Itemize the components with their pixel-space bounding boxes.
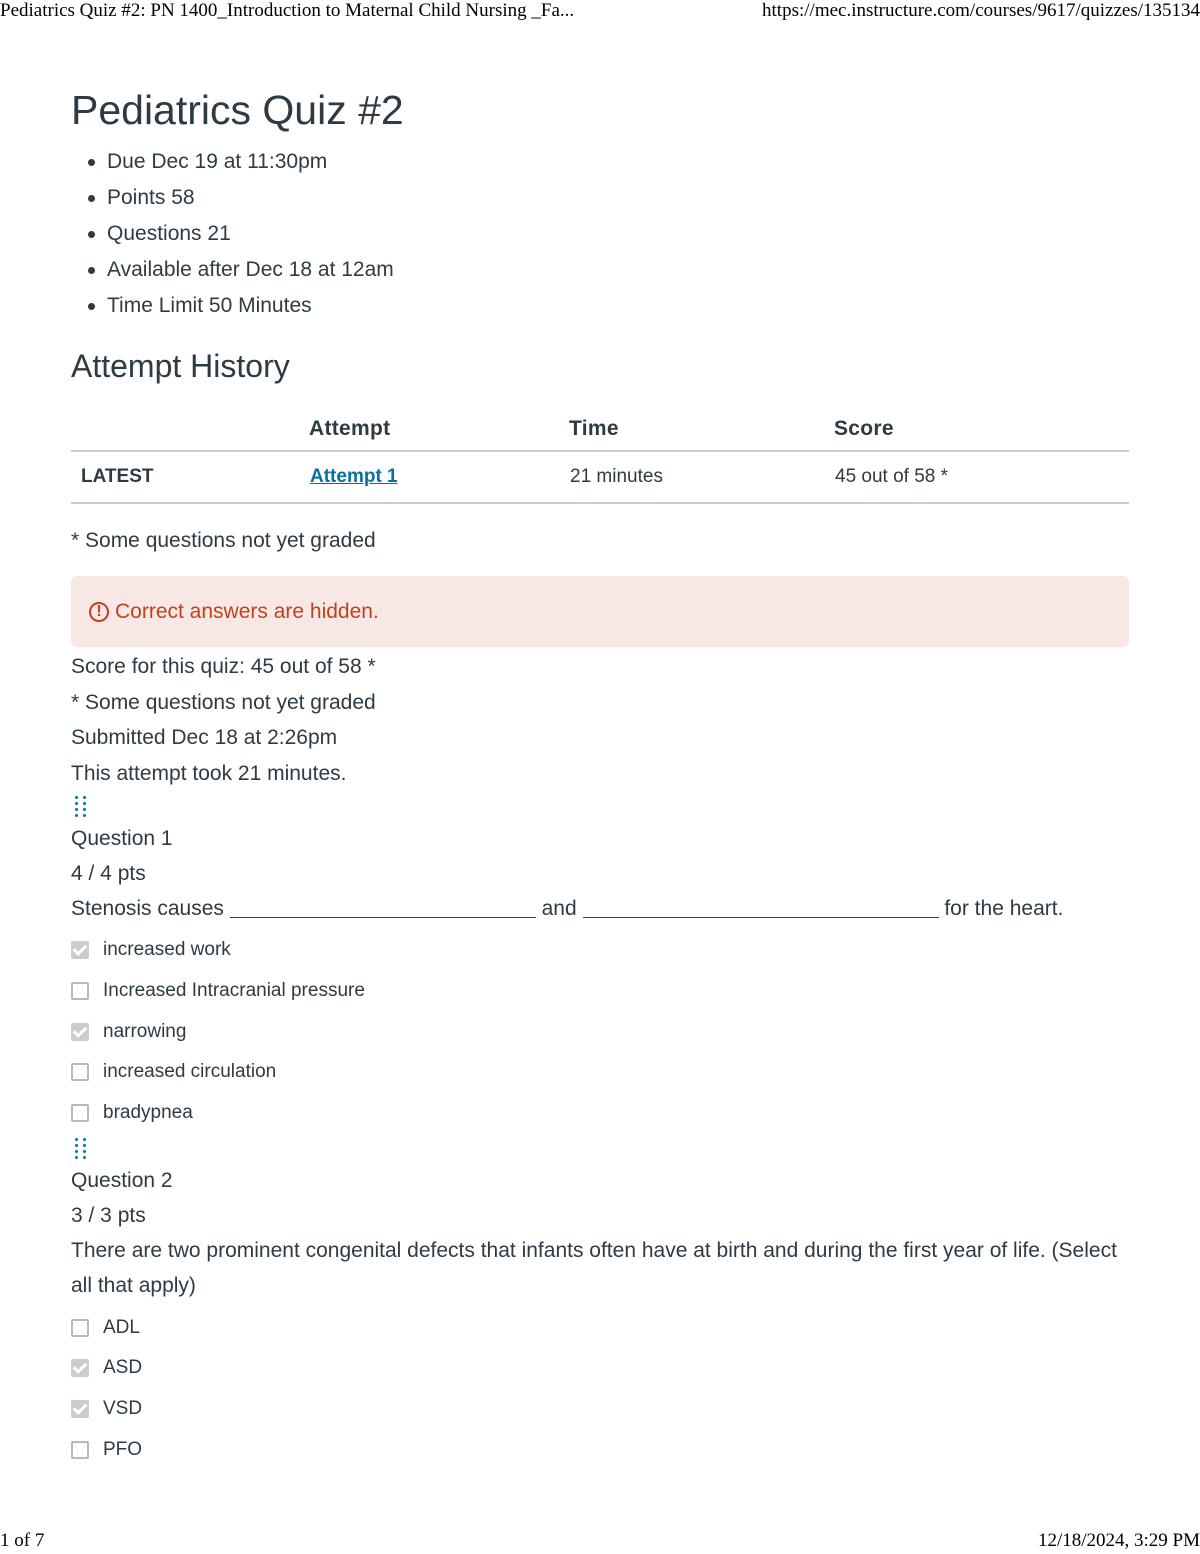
column-header-label (71, 408, 309, 451)
answer-option (71, 1389, 1129, 1430)
quiz-score: Score for this quiz: 45 out of 58 * (71, 655, 376, 678)
meta-points: Points 58 (107, 180, 1129, 216)
question-text-part: and (541, 897, 577, 920)
answer-list (71, 1307, 1129, 1470)
submitted-time: Submitted Dec 18 at 2:26pm (71, 726, 338, 749)
question-name: Question 2 (71, 1169, 173, 1193)
answer-option (71, 930, 1129, 971)
page-title: Pediatrics Quiz #2 (71, 87, 404, 133)
question-points: 3 / 3 pts (71, 1204, 146, 1228)
answer-label: narrowing (103, 1020, 187, 1042)
answer-label: increased circulation (103, 1061, 277, 1083)
meta-questions: Questions 21 (107, 216, 1129, 252)
answer-label: Increased Intracranial pressure (103, 980, 365, 1002)
answer-option (71, 1307, 1129, 1348)
latest-label: LATEST (71, 451, 309, 503)
answer-label: bradypnea (103, 1102, 193, 1124)
fill-in-blank (230, 895, 536, 918)
table-header-row (71, 408, 1129, 451)
quiz-meta-list (71, 144, 1129, 324)
grading-note: * Some questions not yet graded (71, 529, 376, 552)
meta-due: Due Dec 19 at 11:30pm (107, 144, 1129, 180)
attempt-history-heading: Attempt History (71, 348, 290, 384)
attempt-link[interactable]: Attempt 1 (310, 466, 398, 487)
checkbox-checked (71, 1023, 89, 1041)
summary-grading-note: * Some questions not yet graded (71, 690, 376, 714)
drag-handle-icon[interactable] (71, 791, 95, 821)
checkbox-unchecked (71, 1063, 89, 1081)
attempt-history-table (71, 408, 1129, 504)
answer-option (71, 1348, 1129, 1389)
attempt-duration: This attempt took 21 minutes. (71, 761, 347, 785)
question-points: 4 / 4 pts (71, 862, 146, 885)
question-2 (71, 1133, 1129, 1470)
question-name: Question 1 (71, 827, 173, 850)
answer-label: VSD (103, 1398, 143, 1420)
checkbox-unchecked (71, 1104, 89, 1122)
answer-option (71, 1011, 1129, 1052)
question-text: There are two prominent congenital defects that infants often have at birth and during the first year of life. (Select all that apply) (71, 1239, 1117, 1298)
print-header-title: Pediatrics Quiz #2: PN 1400_Introduction to Maternal Child Nursing _Fa... (0, 0, 575, 21)
correct-answers-hidden-alert (71, 576, 1129, 647)
quiz-summary (71, 649, 1129, 791)
checkbox-checked (71, 1400, 89, 1418)
page-number: 1 of 7 (0, 1530, 45, 1551)
question-text-part: Stenosis causes (71, 897, 224, 920)
answer-label: increased work (103, 939, 231, 961)
print-header (0, 0, 1200, 24)
drag-handle-icon[interactable] (71, 1133, 95, 1163)
answer-option (71, 971, 1129, 1012)
print-footer (0, 1530, 1200, 1554)
column-header-time: Time (569, 408, 834, 451)
checkbox-checked (71, 1359, 89, 1377)
answer-option (71, 1052, 1129, 1093)
answer-option (71, 1093, 1129, 1134)
question-1 (71, 791, 1129, 1133)
question-text (71, 891, 1129, 926)
alert-text: Correct answers are hidden. (115, 599, 379, 623)
meta-available: Available after Dec 18 at 12am (107, 252, 1129, 288)
checkbox-unchecked (71, 982, 89, 1000)
attempt-time: 21 minutes (569, 451, 834, 503)
answer-option (71, 1430, 1129, 1471)
checkbox-checked (71, 941, 89, 959)
checkbox-unchecked (71, 1441, 89, 1459)
answer-label: ADL (103, 1316, 140, 1338)
fill-in-blank (583, 895, 939, 918)
table-row (71, 451, 1129, 503)
answer-label: PFO (103, 1438, 143, 1460)
attempt-score: 45 out of 58 * (834, 451, 1129, 503)
print-header-url: https://mec.instructure.com/courses/9617/quizzes/135134 (762, 0, 1200, 21)
quiz-content (71, 84, 1129, 1470)
meta-time-limit: Time Limit 50 Minutes (107, 288, 1129, 324)
answer-label: ASD (103, 1357, 143, 1379)
answer-list (71, 930, 1129, 1133)
checkbox-unchecked (71, 1319, 89, 1337)
exclamation-circle-icon: ! (89, 602, 109, 622)
column-header-attempt: Attempt (309, 408, 569, 451)
question-text-part: for the heart. (944, 897, 1064, 920)
print-timestamp: 12/18/2024, 3:29 PM (1037, 1530, 1200, 1551)
column-header-score: Score (834, 408, 1129, 451)
